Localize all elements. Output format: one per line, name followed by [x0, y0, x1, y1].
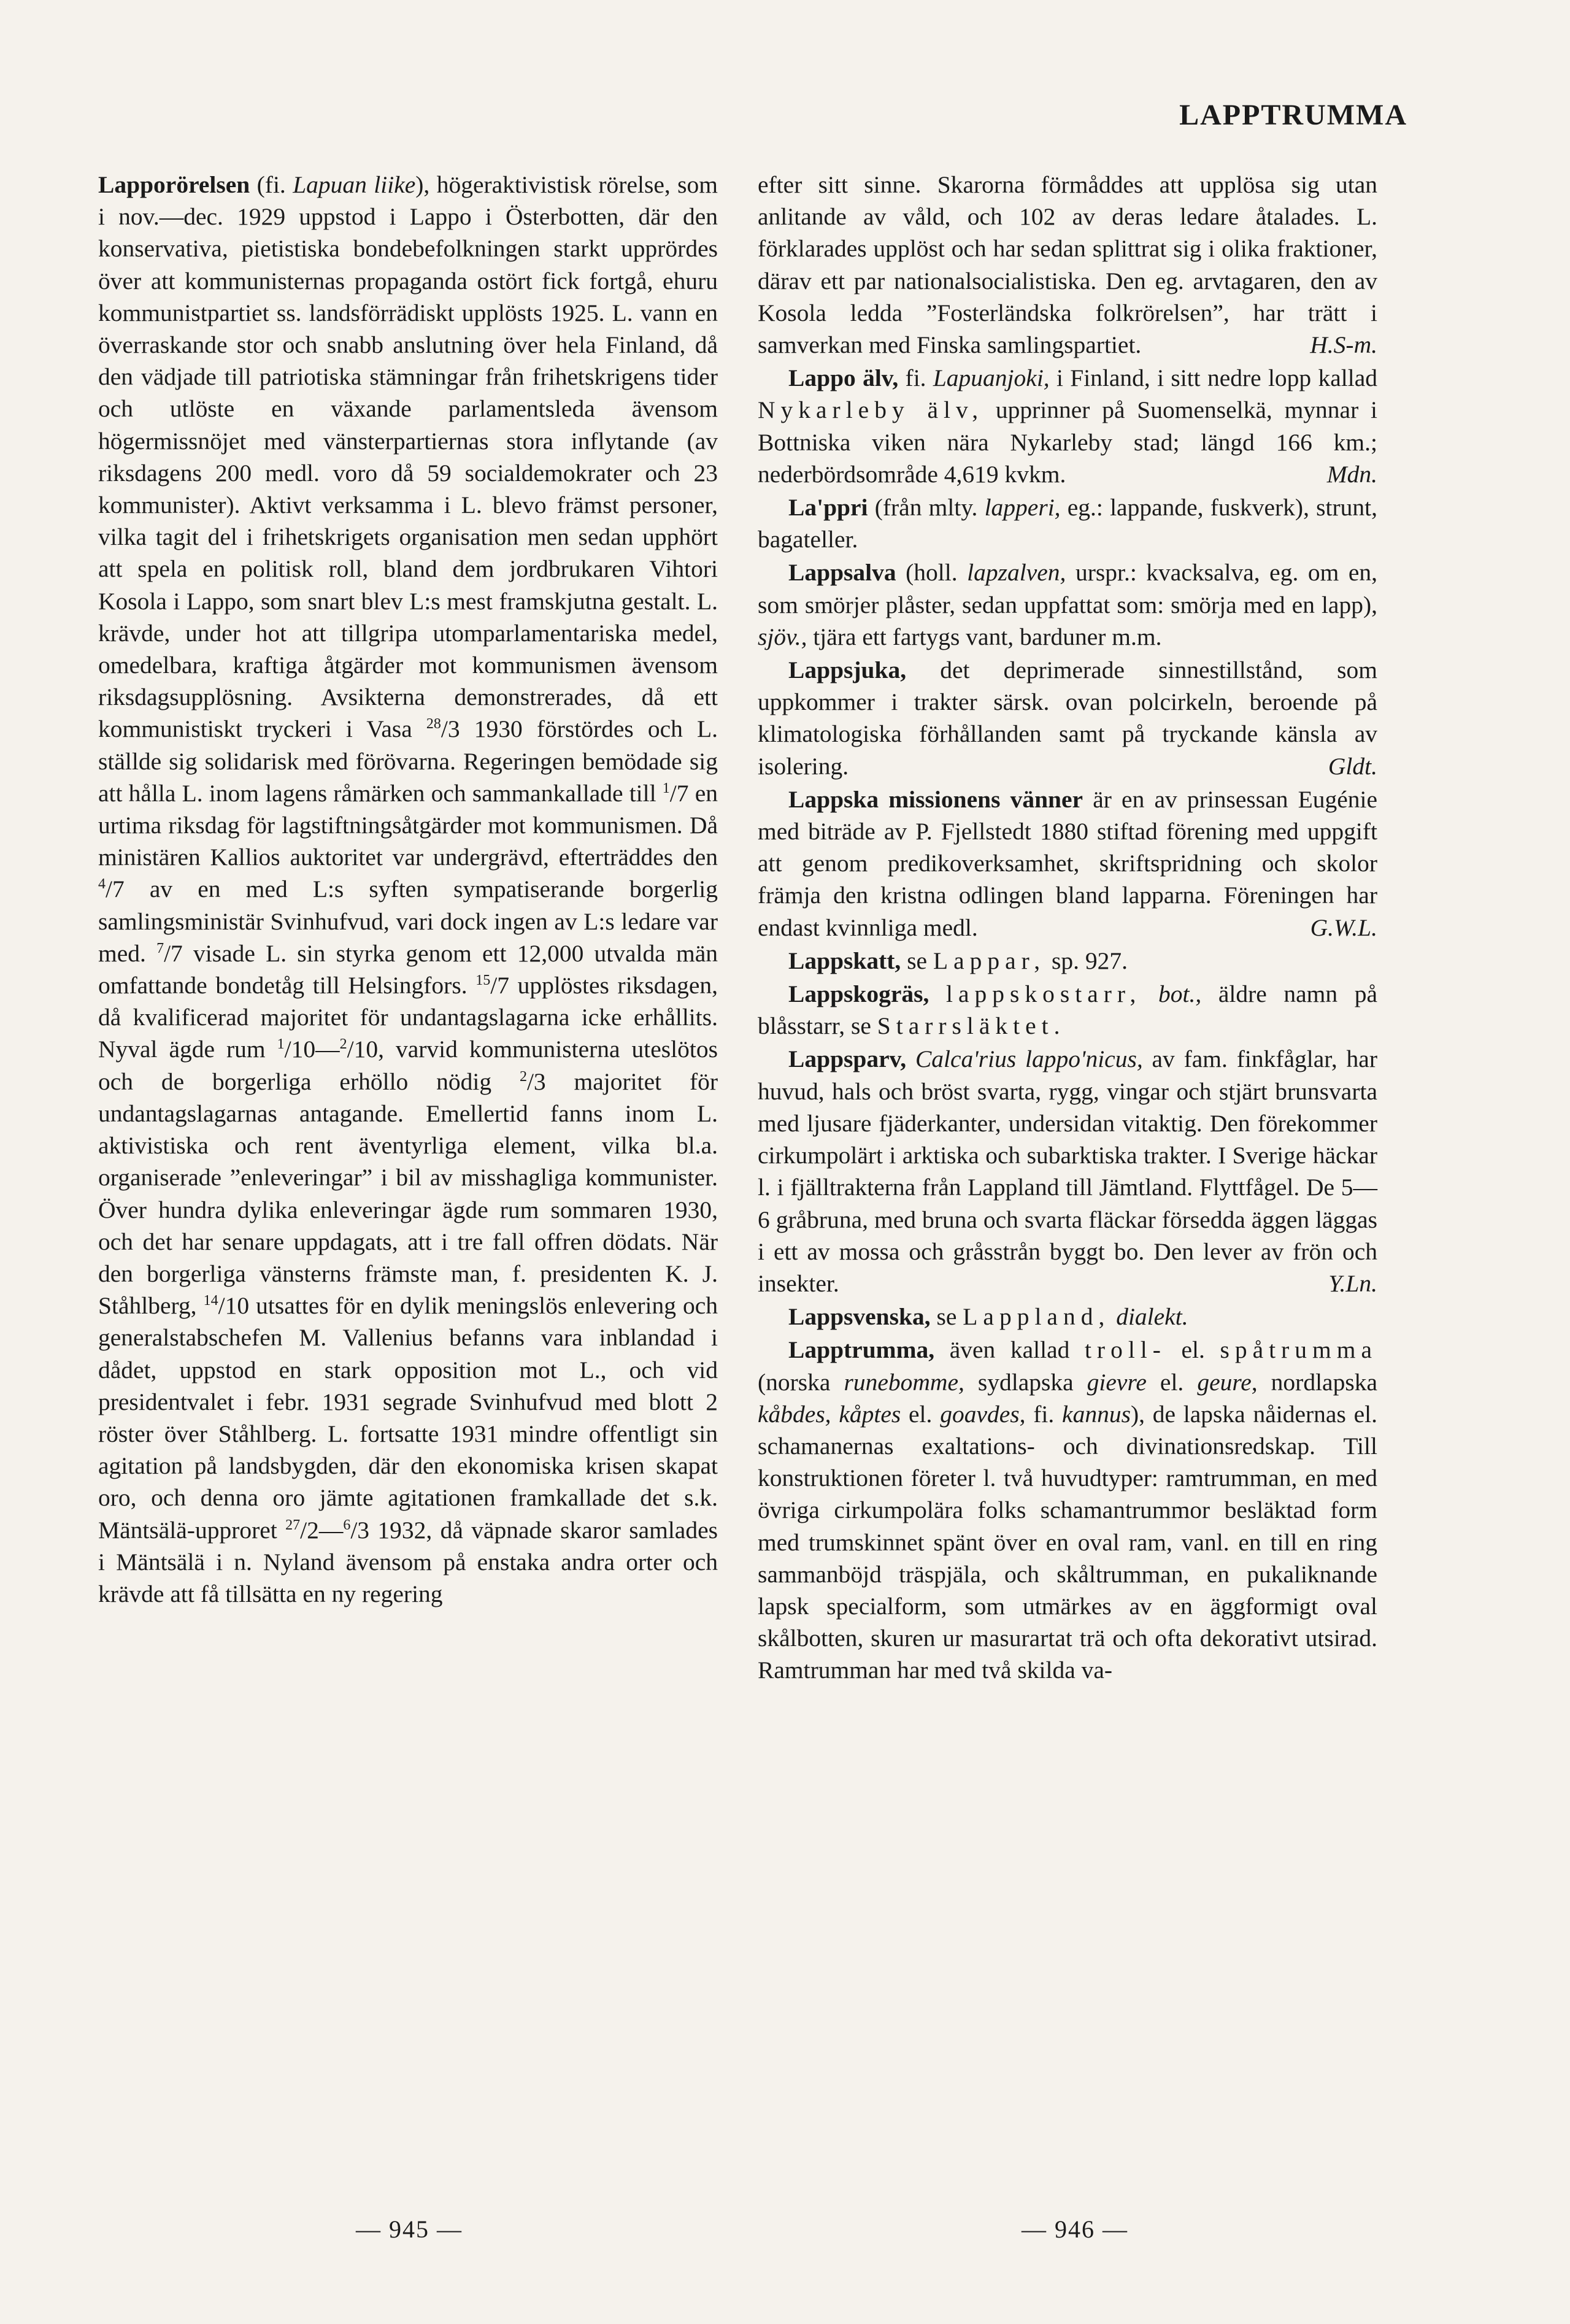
- entry-text: el.: [1166, 1336, 1220, 1364]
- headword: Lappsalva: [788, 559, 896, 587]
- date-fraction-numerator: 14: [203, 1293, 218, 1309]
- spaced-reference: lappskostarr,: [946, 980, 1142, 1008]
- date-fraction-numerator: 2: [339, 1036, 347, 1053]
- entry-text: el.: [1146, 1368, 1198, 1396]
- date-fraction-numerator: 2: [519, 1068, 527, 1085]
- entry-text: av fam. finkfåglar, har huvud, hals och bröst svarta, rygg, vingar och stjärt brunsvarta med ljusare fjäderkanter, undersidan vitaktig. Den förekommer cirkumpolärt i arktiska och subarktiska trakter. I Sverige häckar l. i fjälltrakterna från Lappland till Jämtland. Flyttfågel. De 5—6 gråbruna, med bruna och svarta fläckar försedda äggen läggas i ett av mossa och gråsstrån byggt bo. Den lever av frön och insekter.: [758, 1045, 1377, 1297]
- date-fraction-denominator: /3: [441, 715, 460, 743]
- entry-text: urspr.: kvacksalva, eg. om en, som smörjer plåster, sedan uppfattat som: smörja med en lapp),: [758, 559, 1377, 618]
- date-fraction-denominator: /7: [164, 939, 183, 967]
- spaced-reference: Starrsläktet.: [877, 1012, 1066, 1040]
- entry-text: i Finland, i sitt nedre lopp kallad: [1049, 364, 1377, 392]
- italic-term: sjöv.,: [758, 623, 807, 650]
- entry-lappsjuka: [758, 654, 1377, 782]
- headword: Lappsparv,: [788, 1045, 907, 1073]
- author-signature: G.W.L.: [1310, 914, 1377, 941]
- entry-text: (från mlty.: [868, 494, 985, 521]
- date-fraction-numerator: 7: [156, 940, 164, 956]
- headword: Lapptrumma,: [788, 1336, 935, 1364]
- entry-text: (fi.: [250, 171, 293, 198]
- spaced-reference: troll-: [1084, 1336, 1166, 1364]
- left-column: [98, 169, 718, 1610]
- entry-text: —: [318, 1516, 344, 1544]
- entry-lappororelsen: [98, 169, 718, 1610]
- headword: Lappskatt,: [788, 947, 901, 974]
- entry-lappskogras: [758, 978, 1377, 1042]
- italic-term: Calca'rius lappo'nicus,: [915, 1045, 1143, 1073]
- italic-term: kannus: [1062, 1400, 1131, 1428]
- entry-text: efter sitt sinne. Skarorna förmåddes att upplösa sig utan anlitande av våld, och 102 av deras ledare åtalades. L. förklarades upplöst och har sedan splittrat sig i olika fraktioner, därav ett par nationalsocialistiska. Den eg. arvtagaren, den av Kosola ledda ”Fosterländska folkrörelsen”, har trätt i samverkan med Finska samlingspartiet.: [758, 171, 1377, 359]
- date-fraction-numerator: 15: [475, 972, 491, 989]
- author-signature: H.S-m.: [1310, 331, 1377, 359]
- entry-text: [1110, 1303, 1116, 1330]
- entry-text: upprinner på Suomenselkä, mynnar i Bottniska viken nära Nykarleby stad; längd 166 km.; nederbördsområde 4,619 kvkm.: [758, 396, 1377, 488]
- page-number-left: — 945 —: [356, 2215, 463, 2243]
- right-column: [758, 169, 1377, 1687]
- entry-text: av en med L:s syften sympatiserande borgerlig samlingsministär Svinhufvud, vari dock ingen av L:s ledare var med.: [98, 875, 718, 967]
- entry-text: visade L. sin styrka genom ett 12,000 utvalda män omfattande bondetåg till Helsingfors.: [98, 939, 718, 999]
- spaced-reference: spåtrumma: [1220, 1336, 1377, 1364]
- entry-text: [929, 980, 946, 1007]
- entry-text: —: [315, 1036, 340, 1063]
- entry-text: [906, 1045, 915, 1072]
- author-signature: Mdn.: [1326, 460, 1377, 488]
- entry-text: fi.: [898, 364, 933, 392]
- date-fraction-denominator: /3: [350, 1516, 370, 1544]
- headword: Lappska missionens vänner: [788, 785, 1083, 813]
- author-signature: Gldt.: [1328, 752, 1377, 780]
- entry-lapptrumma: [758, 1334, 1377, 1686]
- date-fraction-denominator: /10: [218, 1292, 250, 1320]
- italic-term: runebomme,: [844, 1368, 964, 1396]
- entry-text: äldre namn på blåsstarr, se: [758, 980, 1378, 1040]
- headword: La'ppri: [788, 494, 868, 521]
- date-fraction-numerator: 4: [98, 876, 106, 893]
- entry-lappsparv: [758, 1043, 1377, 1299]
- entry-text: ), de lapska nåidernas el. schamanernas exaltations- och divinationsredskap. Till konstruktionen företer l. två huvudtyper: ramtrumman, en med övriga cirkumpolära folks schamantrummor besläktad form med trumskinnet spänt över en oval ram, vanl. en till en ring sammanböjd träspjäla, och skåltrumman, en pukaliknande lapsk specialform, som utmärkes av en äggformigt oval skålbotten, skuren ur masurartat trä och ofta dekorativt utsirad. Ramtrumman har med två skilda va-: [758, 1400, 1377, 1684]
- date-fraction-denominator: /2: [300, 1516, 319, 1544]
- entry-text: ), högeraktivistisk rörelse, som i nov.—dec. 1929 uppstod i Lappo i Österbotten, där den konservativa, pietistiska bondebefolkningen starkt upprördes över att kommunisternas propaganda ostört fick fortgå, ehuru kommunistpartiet ss. landsförrädiskt upplösts 1925. L. vann en överraskande stor och snabb anslutning över hela Finland, då den vädjade till patriotiska stämningar från frihetskrigens tider och utlöste en växande parlamentsleda ävensom högermissnöjet med vänsterpartiernas stora inflytande (av riksdagens 200 medl. voro då 59 socialdemokrater och 23 kommunister). Aktivt verksamma i L. blevo främst personer, vilka tagit del i frihetskrigets organisation men sedan upphört att spela en politisk roll, bland dem jordbrukaren Vihtori Kosola i Lappo, som snart blev L:s mest framskjutna gestalt. L. krävde, under hot att tillgripa utomparlamentariska medel, omedelbara, kraftiga åtgärder mot kommunismen ävensom riksdagsupplösning. Avsikterna demonstrerades, då ett kommunistiskt tryckeri i Vasa: [98, 171, 718, 743]
- entry-text: en urtima riksdag för lagstiftningsåtgärder mot kommunismen. Då ministären Kallios auktoritet var undergrävd, efterträddes den: [98, 779, 718, 871]
- headword: Lappsjuka,: [788, 656, 907, 684]
- italic-term: Lapuanjoki,: [933, 364, 1050, 392]
- entry-text: nordlapska: [1257, 1368, 1377, 1396]
- date-fraction-numerator: 6: [343, 1517, 351, 1533]
- date-fraction-numerator: 27: [285, 1517, 301, 1533]
- entry-text: är en av prinsessan Eugénie med biträde av P. Fjellstedt 1880 stiftad förening med uppgift att genom predikoverksamhet, skriftspridning och skolor främja den kristna odlingen bland lapparna. Föreningen har endast kvinnliga medl.: [758, 785, 1377, 941]
- entry-text: , varvid kommunisterna uteslötos och de borgerliga erhöllo nödig: [98, 1036, 718, 1095]
- entry-text: utsattes för en dylik meningslös enlevering och generalstabschefen M. Vallenius befanns vara inblandad i dådet, uppstod en stark opposition mot L., och vid presidentvalet i febr. 1931 segrade Svinhufvud med blott 2 röster över Ståhlberg. L. fortsatte 1931 mindre offentligt sin agitation på landsbygden, där den ekonomiska krisen skapat oro, och denna oro jämte agitationen framkallade det s.k. Mäntsälä-upproret: [98, 1292, 718, 1544]
- entry-lappsalva: [758, 556, 1377, 653]
- headword: Lappskogräs,: [788, 980, 929, 1008]
- entry-lappri: [758, 491, 1377, 555]
- entry-text: även kallad: [934, 1336, 1085, 1364]
- date-fraction-denominator: /7: [106, 875, 125, 903]
- italic-term: lapzalven,: [967, 559, 1066, 587]
- entry-text: sp. 927.: [1045, 947, 1128, 974]
- entry-lappsvenska: [758, 1301, 1377, 1333]
- entry-text: eg.: lappande, fuskverk), strunt, bagateller.: [758, 494, 1377, 553]
- italic-term: bot.,: [1158, 980, 1202, 1008]
- page-number-right: — 946 —: [1022, 2215, 1128, 2243]
- italic-term: geure,: [1197, 1368, 1258, 1396]
- date-fraction-numerator: 1: [277, 1036, 285, 1053]
- spaced-reference: Lappar,: [933, 947, 1046, 974]
- italic-term: kåbdes, kåptes: [758, 1400, 901, 1428]
- date-fraction-denominator: /7: [669, 779, 689, 807]
- date-fraction-denominator: /3: [526, 1068, 546, 1095]
- entry-text: 1932, då väpnade skaror samlades i Mäntsälä i n. Nyland ävensom på enstaka andra orter och krävde att få tillsätta en ny regering: [98, 1516, 718, 1607]
- headword: Lappo älv,: [788, 364, 899, 392]
- entry-text: el.: [901, 1400, 941, 1428]
- entry-text: majoritet för undantagslagarnas antagande. Emellertid fanns inom L. aktivistiska och rent äventyrliga element, vilka bl.a. organiserade ”enleveringar” i bil av misshagliga kommunister. Över hundra dylika enleveringar ägde rum sommaren 1930, och det har senare uppdagats, att i tre fall offren dödats. När den borgerliga vänsterns främste man, f. presidenten K. J. Ståhlberg,: [98, 1068, 718, 1320]
- headword: Lappsvenska,: [788, 1303, 931, 1331]
- italic-term: lapperi,: [984, 494, 1061, 521]
- entry-lappskatt: [758, 945, 1377, 977]
- date-fraction-denominator: /10: [347, 1036, 379, 1063]
- entry-text: [1141, 980, 1158, 1007]
- entry-lappska-missionens-vanner: [758, 783, 1377, 944]
- date-fraction-denominator: /10: [284, 1036, 316, 1063]
- entry-lappo-alv: [758, 362, 1377, 490]
- running-head: LAPPTRUMMA: [1179, 99, 1407, 131]
- entry-text: se: [901, 947, 933, 974]
- headword: Lapporörelsen: [98, 171, 250, 198]
- italic-term: dialekt.: [1116, 1303, 1188, 1331]
- spaced-reference: Nykarleby älv,: [758, 396, 984, 424]
- entry-text: 1930 förstördes och L. ställde sig solidarisk med förövarna. Regeringen bemödade sig att hålla L. inom lagens råmärken och sammankallade till: [98, 715, 718, 807]
- entry-text: (norska: [758, 1368, 844, 1396]
- spaced-reference: Lappland,: [963, 1303, 1110, 1331]
- entry-text: upplöstes riksdagen, då kvalificerad majoritet för undantagslagarna icke erhållits. Nyval ägde rum: [98, 972, 718, 1063]
- entry-text: fi.: [1025, 1400, 1063, 1428]
- italic-term: gievre: [1087, 1368, 1147, 1396]
- entry-continuation: [758, 169, 1377, 361]
- entry-text: (holl.: [896, 559, 968, 587]
- entry-text: sydlapska: [964, 1368, 1087, 1396]
- italic-term: Lapuan liike: [293, 171, 416, 198]
- entry-text: tjära ett fartygs vant, barduner m.m.: [807, 623, 1162, 650]
- date-fraction-denominator: /7: [490, 972, 509, 999]
- author-signature: Y.Ln.: [1328, 1269, 1377, 1297]
- entry-text: det deprimerade sinnestillstånd, som uppkommer i trakter särsk. ovan polcirkeln, beroende på klimatologiska förhållanden samt på tryckande känsla av isolering.: [758, 656, 1377, 780]
- entry-text: se: [930, 1303, 963, 1331]
- italic-term: goavdes,: [940, 1400, 1026, 1428]
- date-fraction-numerator: 1: [662, 780, 670, 796]
- date-fraction-numerator: 28: [426, 716, 441, 733]
